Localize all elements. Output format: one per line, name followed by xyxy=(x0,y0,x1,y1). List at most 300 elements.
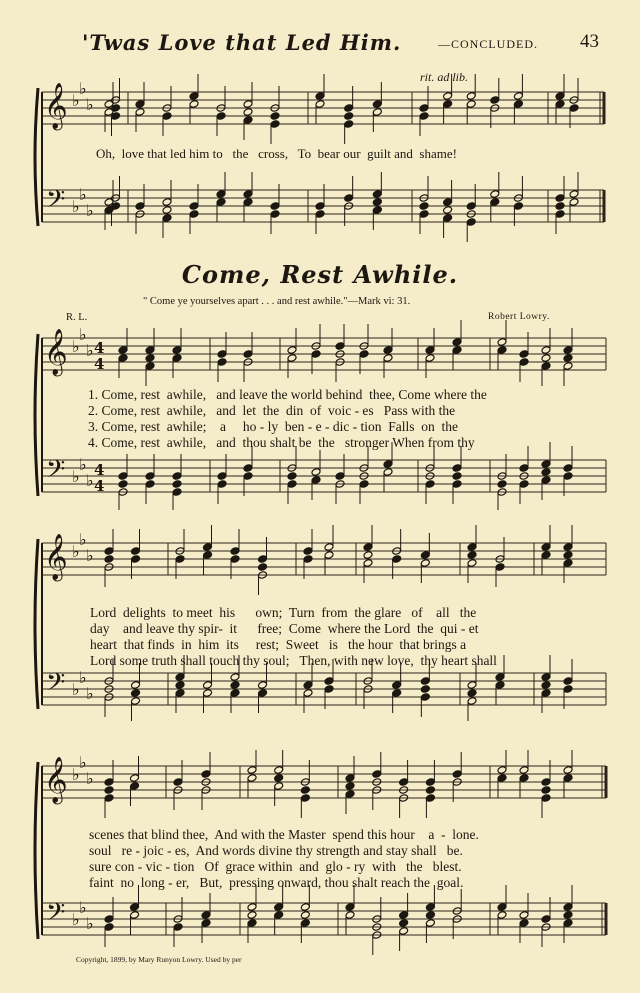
flat-sign: ♭ xyxy=(86,95,94,114)
notehead xyxy=(420,693,430,702)
notehead xyxy=(172,354,182,363)
notehead xyxy=(145,362,155,371)
notehead xyxy=(274,774,284,783)
notehead xyxy=(270,202,280,211)
notehead xyxy=(372,770,382,779)
flat-sign: ♭ xyxy=(79,668,87,687)
notehead xyxy=(217,472,227,481)
notehead xyxy=(258,689,268,698)
notehead xyxy=(201,770,211,779)
notehead xyxy=(104,547,114,556)
notehead xyxy=(497,766,507,775)
notehead xyxy=(104,555,114,564)
bass-clef: 𝄢 xyxy=(46,668,66,703)
notehead xyxy=(399,927,409,936)
notehead xyxy=(217,358,227,367)
verse-2-line-3: soul re - joic - es, And words divine thy strength and stay shall be. xyxy=(89,843,463,858)
notehead xyxy=(216,198,226,207)
notehead xyxy=(392,681,402,690)
notehead xyxy=(425,903,435,912)
flat-sign: ♭ xyxy=(72,765,80,784)
notehead xyxy=(345,903,355,912)
notehead xyxy=(300,794,310,803)
notehead xyxy=(131,689,141,698)
system-brace xyxy=(35,88,38,226)
notehead xyxy=(466,92,476,101)
notehead xyxy=(247,774,257,783)
notehead xyxy=(563,903,573,912)
notehead xyxy=(563,346,573,355)
notehead xyxy=(172,488,182,497)
system-brace xyxy=(35,334,38,496)
notehead xyxy=(243,190,253,199)
words-credit: R. L. xyxy=(66,312,88,323)
notehead xyxy=(452,464,462,473)
notehead xyxy=(189,100,199,109)
notehead xyxy=(287,472,297,481)
notehead xyxy=(443,92,453,101)
notehead xyxy=(495,673,505,682)
notehead xyxy=(419,202,429,211)
notehead xyxy=(497,911,507,920)
notehead xyxy=(563,543,573,552)
flat-sign: ♭ xyxy=(86,684,94,703)
notehead xyxy=(541,468,551,477)
notehead xyxy=(519,464,529,473)
notehead xyxy=(203,689,213,698)
notehead xyxy=(497,480,507,489)
notehead xyxy=(467,543,477,552)
notehead xyxy=(425,778,435,787)
notehead xyxy=(300,903,310,912)
notehead xyxy=(495,681,505,690)
notehead xyxy=(243,350,253,359)
notehead xyxy=(490,96,500,105)
notehead xyxy=(563,911,573,920)
notehead xyxy=(555,194,565,203)
treble-staff xyxy=(42,543,606,575)
notehead xyxy=(270,210,280,219)
flat-sign: ♭ xyxy=(79,753,87,772)
notehead xyxy=(104,915,114,924)
notehead xyxy=(563,685,573,694)
notehead xyxy=(372,108,382,117)
notehead xyxy=(173,778,183,787)
notehead xyxy=(372,190,382,199)
verse-1-line-3: scenes that blind thee, And with the Master spend this hour a - lone. xyxy=(89,827,479,842)
notehead xyxy=(563,551,573,560)
notehead xyxy=(513,92,523,101)
notehead xyxy=(419,210,429,219)
previous-hymn-title: 'Twas Love that Led Him. xyxy=(82,30,402,55)
notehead xyxy=(130,903,140,912)
notehead xyxy=(541,346,551,355)
flat-sign: ♭ xyxy=(79,455,87,474)
verse-4-line-3: faint no long - er, But, pressing onward, thou shalt reach the goal. xyxy=(89,875,464,890)
notehead xyxy=(425,911,435,920)
verse-4-line-2: Lord some truth shall touch thy soul; Then, with new love, thy heart shall xyxy=(90,653,497,668)
notehead xyxy=(230,681,240,690)
flat-sign: ♭ xyxy=(72,542,80,561)
notehead xyxy=(311,476,321,485)
notehead xyxy=(541,794,551,803)
time-signature-digit: 4 xyxy=(94,355,105,373)
notehead xyxy=(303,547,313,556)
notehead xyxy=(300,786,310,795)
flat-sign: ♭ xyxy=(86,341,94,360)
time-signature-digit: 4 xyxy=(94,461,105,479)
notehead xyxy=(372,198,382,207)
notehead xyxy=(452,472,462,481)
notehead xyxy=(145,480,155,489)
notehead xyxy=(203,551,213,560)
notehead xyxy=(372,206,382,215)
notehead xyxy=(270,112,280,121)
notehead xyxy=(172,346,182,355)
notehead xyxy=(135,108,145,117)
notehead xyxy=(335,472,345,481)
notehead xyxy=(399,778,409,787)
notehead xyxy=(420,551,430,560)
notehead xyxy=(497,346,507,355)
notehead xyxy=(230,555,240,564)
notehead xyxy=(363,551,373,560)
notehead xyxy=(217,350,227,359)
notehead xyxy=(173,923,183,932)
notehead xyxy=(466,202,476,211)
notehead xyxy=(555,92,565,101)
notehead xyxy=(216,112,226,121)
music-credit: Robert Lowry. xyxy=(488,312,550,322)
notehead xyxy=(303,689,313,698)
notehead xyxy=(563,766,573,775)
notehead xyxy=(359,350,369,359)
notehead xyxy=(344,112,354,121)
notehead xyxy=(363,543,373,552)
notehead xyxy=(344,104,354,113)
notehead xyxy=(324,677,334,686)
flat-sign: ♭ xyxy=(72,197,80,216)
notehead xyxy=(383,354,393,363)
notehead xyxy=(335,342,345,351)
notehead xyxy=(495,563,505,572)
previous-hymn-lyric: Oh, love that led him to the cross, To bear our guilt and shame! xyxy=(96,146,457,161)
copyright-notice: Copyright, 1899, by Mary Runyon Lowry. Used by per xyxy=(76,955,242,964)
flat-sign: ♭ xyxy=(86,201,94,220)
notehead xyxy=(420,677,430,686)
notehead xyxy=(130,774,140,783)
notehead xyxy=(303,681,313,690)
notehead xyxy=(315,100,325,109)
notehead xyxy=(425,354,435,363)
notehead xyxy=(201,911,211,920)
notehead xyxy=(443,198,453,207)
notehead xyxy=(315,202,325,211)
notehead xyxy=(345,790,355,799)
notehead xyxy=(541,460,551,469)
flat-sign: ♭ xyxy=(72,91,80,110)
notehead xyxy=(569,190,579,199)
notehead xyxy=(104,778,114,787)
notehead xyxy=(189,202,199,211)
notehead xyxy=(563,677,573,686)
notehead xyxy=(247,911,257,920)
epigraph: " Come ye yourselves apart . . . and rest awhile."—Mark vi: 31. xyxy=(143,296,411,307)
notehead xyxy=(131,681,141,690)
notehead xyxy=(569,104,579,113)
notehead xyxy=(243,100,253,109)
notehead xyxy=(383,468,393,477)
notehead xyxy=(162,112,172,121)
notehead xyxy=(300,911,310,920)
flat-sign: ♭ xyxy=(86,769,94,788)
notehead xyxy=(555,210,565,219)
notehead xyxy=(300,919,310,928)
notehead xyxy=(243,198,253,207)
notehead xyxy=(563,774,573,783)
notehead xyxy=(541,681,551,690)
notehead xyxy=(443,206,453,215)
notehead xyxy=(383,460,393,469)
notehead xyxy=(513,100,523,109)
notehead xyxy=(162,214,172,223)
notehead xyxy=(217,480,227,489)
notehead xyxy=(569,198,579,207)
notehead xyxy=(452,480,462,489)
notehead xyxy=(324,685,334,694)
time-signature-digit: 4 xyxy=(94,477,105,495)
notehead xyxy=(247,919,257,928)
notehead xyxy=(145,346,155,355)
flat-sign: ♭ xyxy=(72,337,80,356)
notehead xyxy=(258,563,268,572)
notehead xyxy=(467,681,477,690)
notehead xyxy=(425,794,435,803)
notehead xyxy=(541,778,551,787)
notehead xyxy=(555,100,565,109)
notehead xyxy=(315,92,325,101)
verse-1-line-1: 1. Come, rest awhile, and leave the world behind thee, Come where the xyxy=(88,387,487,402)
flat-sign: ♭ xyxy=(72,910,80,929)
notehead xyxy=(104,794,114,803)
notehead xyxy=(541,354,551,363)
notehead xyxy=(467,551,477,560)
notehead xyxy=(425,919,435,928)
notehead xyxy=(466,100,476,109)
notehead xyxy=(230,547,240,556)
notehead xyxy=(274,911,284,920)
flat-sign: ♭ xyxy=(79,79,87,98)
notehead xyxy=(563,559,573,568)
notehead xyxy=(419,112,429,121)
notehead xyxy=(555,202,565,211)
notehead xyxy=(104,786,114,795)
verse-3-line-2: heart that finds in him its rest; Sweet is the hour that brings a xyxy=(90,637,467,652)
notehead xyxy=(131,555,141,564)
notehead xyxy=(324,551,334,560)
hymn-title: Come, Rest Awhile. xyxy=(181,260,459,289)
notehead xyxy=(243,472,253,481)
flat-sign: ♭ xyxy=(72,680,80,699)
flat-sign: ♭ xyxy=(86,471,94,490)
notehead xyxy=(311,468,321,477)
treble-clef: 𝄞 xyxy=(44,534,68,580)
bass-clef: 𝄢 xyxy=(46,455,66,490)
notehead xyxy=(345,774,355,783)
notehead xyxy=(519,911,529,920)
notehead xyxy=(392,555,402,564)
notehead xyxy=(541,915,551,924)
notehead xyxy=(131,547,141,556)
system-brace xyxy=(35,539,38,709)
notehead xyxy=(247,903,257,912)
notehead xyxy=(541,543,551,552)
notehead xyxy=(247,766,257,775)
verse-3-line-3: sure con - vic - tion Of grace within and glo - ry with the blest. xyxy=(89,859,462,874)
notehead xyxy=(467,697,477,706)
notehead xyxy=(118,472,128,481)
notehead xyxy=(466,218,476,227)
notehead xyxy=(425,346,435,355)
notehead xyxy=(519,358,529,367)
notehead xyxy=(497,903,507,912)
notehead xyxy=(189,210,199,219)
previous-hymn-system xyxy=(0,0,640,250)
flat-sign: ♭ xyxy=(79,898,87,917)
notehead xyxy=(258,681,268,690)
notehead xyxy=(258,555,268,564)
notehead xyxy=(287,354,297,363)
notehead xyxy=(541,673,551,682)
notehead xyxy=(203,543,213,552)
notehead xyxy=(399,911,409,920)
notehead xyxy=(519,919,529,928)
notehead xyxy=(175,681,185,690)
notehead xyxy=(541,362,551,371)
notehead xyxy=(172,472,182,481)
notehead xyxy=(372,100,382,109)
notehead xyxy=(243,108,253,117)
treble-clef: 𝄞 xyxy=(44,757,68,803)
notehead xyxy=(274,903,284,912)
notehead xyxy=(344,194,354,203)
verse-2-line-2: day and leave thy spir- it free; Come where the Lord the qui - et xyxy=(90,621,479,636)
treble-staff xyxy=(42,766,606,798)
notehead xyxy=(172,480,182,489)
notehead xyxy=(497,338,507,347)
notehead xyxy=(563,472,573,481)
page-number: 43 xyxy=(580,31,599,52)
notehead xyxy=(118,346,128,355)
bass-staff xyxy=(42,673,606,705)
notehead xyxy=(130,782,140,791)
notehead xyxy=(303,555,313,564)
notehead xyxy=(563,919,573,928)
notehead xyxy=(344,120,354,129)
time-signature-digit: 4 xyxy=(94,339,105,357)
flat-sign: ♭ xyxy=(79,185,87,204)
notehead xyxy=(118,354,128,363)
notehead xyxy=(519,350,529,359)
notehead xyxy=(490,198,500,207)
notehead xyxy=(287,480,297,489)
notehead xyxy=(145,354,155,363)
treble-clef: 𝄞 xyxy=(44,329,68,375)
notehead xyxy=(216,190,226,199)
notehead xyxy=(131,697,141,706)
notehead xyxy=(135,100,145,109)
notehead xyxy=(490,190,500,199)
notehead xyxy=(383,346,393,355)
verse-2-line-1: 2. Come, rest awhile, and let the din of voic - es Pass with the xyxy=(88,403,456,418)
notehead xyxy=(175,555,185,564)
notehead xyxy=(175,689,185,698)
verse-3-line-1: 3. Come, rest awhile; a ho - ly ben - e - dic - tion Falls on the xyxy=(88,419,459,434)
notehead xyxy=(467,559,477,568)
notehead xyxy=(541,551,551,560)
flat-sign: ♭ xyxy=(86,914,94,933)
bass-clef: 𝄢 xyxy=(46,898,66,933)
notehead xyxy=(230,689,240,698)
notehead xyxy=(420,559,430,568)
verse-1-line-2: Lord delights to meet his own; Turn from the glare of all the xyxy=(90,605,477,620)
notehead xyxy=(452,346,462,355)
notehead xyxy=(274,782,284,791)
notehead xyxy=(130,911,140,920)
notehead xyxy=(230,673,240,682)
flat-sign: ♭ xyxy=(79,530,87,549)
notehead xyxy=(443,214,453,223)
notehead xyxy=(274,766,284,775)
flat-sign: ♭ xyxy=(79,325,87,344)
notehead xyxy=(243,116,253,125)
treble-clef: 𝄞 xyxy=(44,83,68,129)
notehead xyxy=(519,774,529,783)
notehead xyxy=(563,362,573,371)
notehead xyxy=(467,689,477,698)
notehead xyxy=(345,911,355,920)
notehead xyxy=(541,689,551,698)
flat-sign: ♭ xyxy=(72,467,80,486)
system-brace xyxy=(35,762,38,939)
concluded-label: —CONCLUDED. xyxy=(438,37,538,51)
notehead xyxy=(541,476,551,485)
bass-staff xyxy=(42,903,606,935)
notehead xyxy=(189,92,199,101)
notehead xyxy=(104,923,114,932)
notehead xyxy=(270,120,280,129)
notehead xyxy=(392,689,402,698)
notehead xyxy=(420,685,430,694)
notehead xyxy=(315,210,325,219)
notehead xyxy=(443,100,453,109)
notehead xyxy=(452,338,462,347)
notehead xyxy=(452,770,462,779)
notehead xyxy=(359,480,369,489)
notehead xyxy=(145,472,155,481)
notehead xyxy=(563,354,573,363)
notehead xyxy=(311,350,321,359)
verse-4-line-1: 4. Come, rest awhile, and thou shalt be the stronger When from thy xyxy=(88,435,475,450)
notehead xyxy=(363,559,373,568)
notehead xyxy=(118,480,128,489)
notehead xyxy=(563,464,573,473)
notehead xyxy=(399,919,409,928)
flat-sign: ♭ xyxy=(86,546,94,565)
notehead xyxy=(201,919,211,928)
bass-clef: 𝄢 xyxy=(46,185,66,220)
notehead xyxy=(519,766,529,775)
